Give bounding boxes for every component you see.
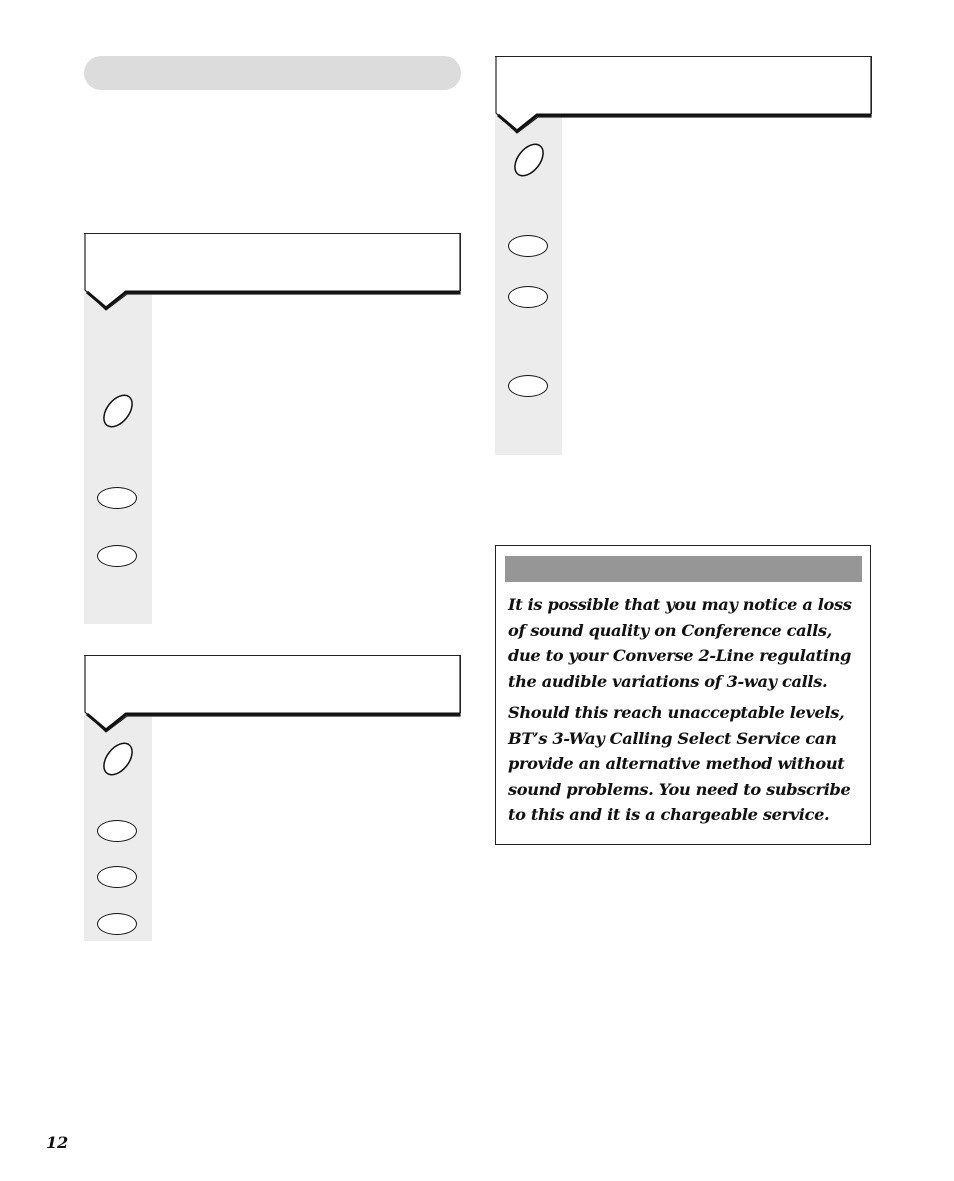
procedure-header-2: [84, 655, 461, 713]
oval-key-icon: [508, 286, 548, 308]
procedure-strip-1: [84, 290, 152, 624]
header-frame-1: [84, 234, 464, 314]
note-paragraph-1: It is possible that you may notice a loss of sound quality on Conference calls, due to your Converse 2-Line regulating the audible variations of 3-way calls.: [508, 595, 852, 691]
note-box: [495, 545, 871, 845]
oval-key-icon: [97, 913, 137, 935]
oval-key-icon: [508, 235, 548, 257]
note-paragraph-2: Should this reach unacceptable levels, BT’s 3-Way Calling Select Service can provide an alternative method without sound problems. You need to subscribe to this and it is a chargeable service.: [508, 703, 851, 824]
procedure-header-1: [84, 233, 461, 291]
section-heading-bar: [84, 56, 461, 90]
header-frame-2: [84, 656, 464, 736]
oval-key-icon: [508, 375, 548, 397]
oval-key-icon: [97, 545, 137, 567]
header-frame-3: [495, 57, 875, 137]
note-header-bar: [505, 556, 862, 582]
tilted-key-icon: [101, 394, 135, 428]
page-number: 12: [46, 1133, 69, 1152]
oval-key-icon: [97, 820, 137, 842]
note-body: [508, 592, 868, 834]
tilted-key-icon: [101, 742, 135, 776]
oval-key-icon: [97, 866, 137, 888]
procedure-header-3: [495, 56, 872, 114]
oval-key-icon: [97, 487, 137, 509]
tilted-key-icon: [512, 143, 546, 177]
